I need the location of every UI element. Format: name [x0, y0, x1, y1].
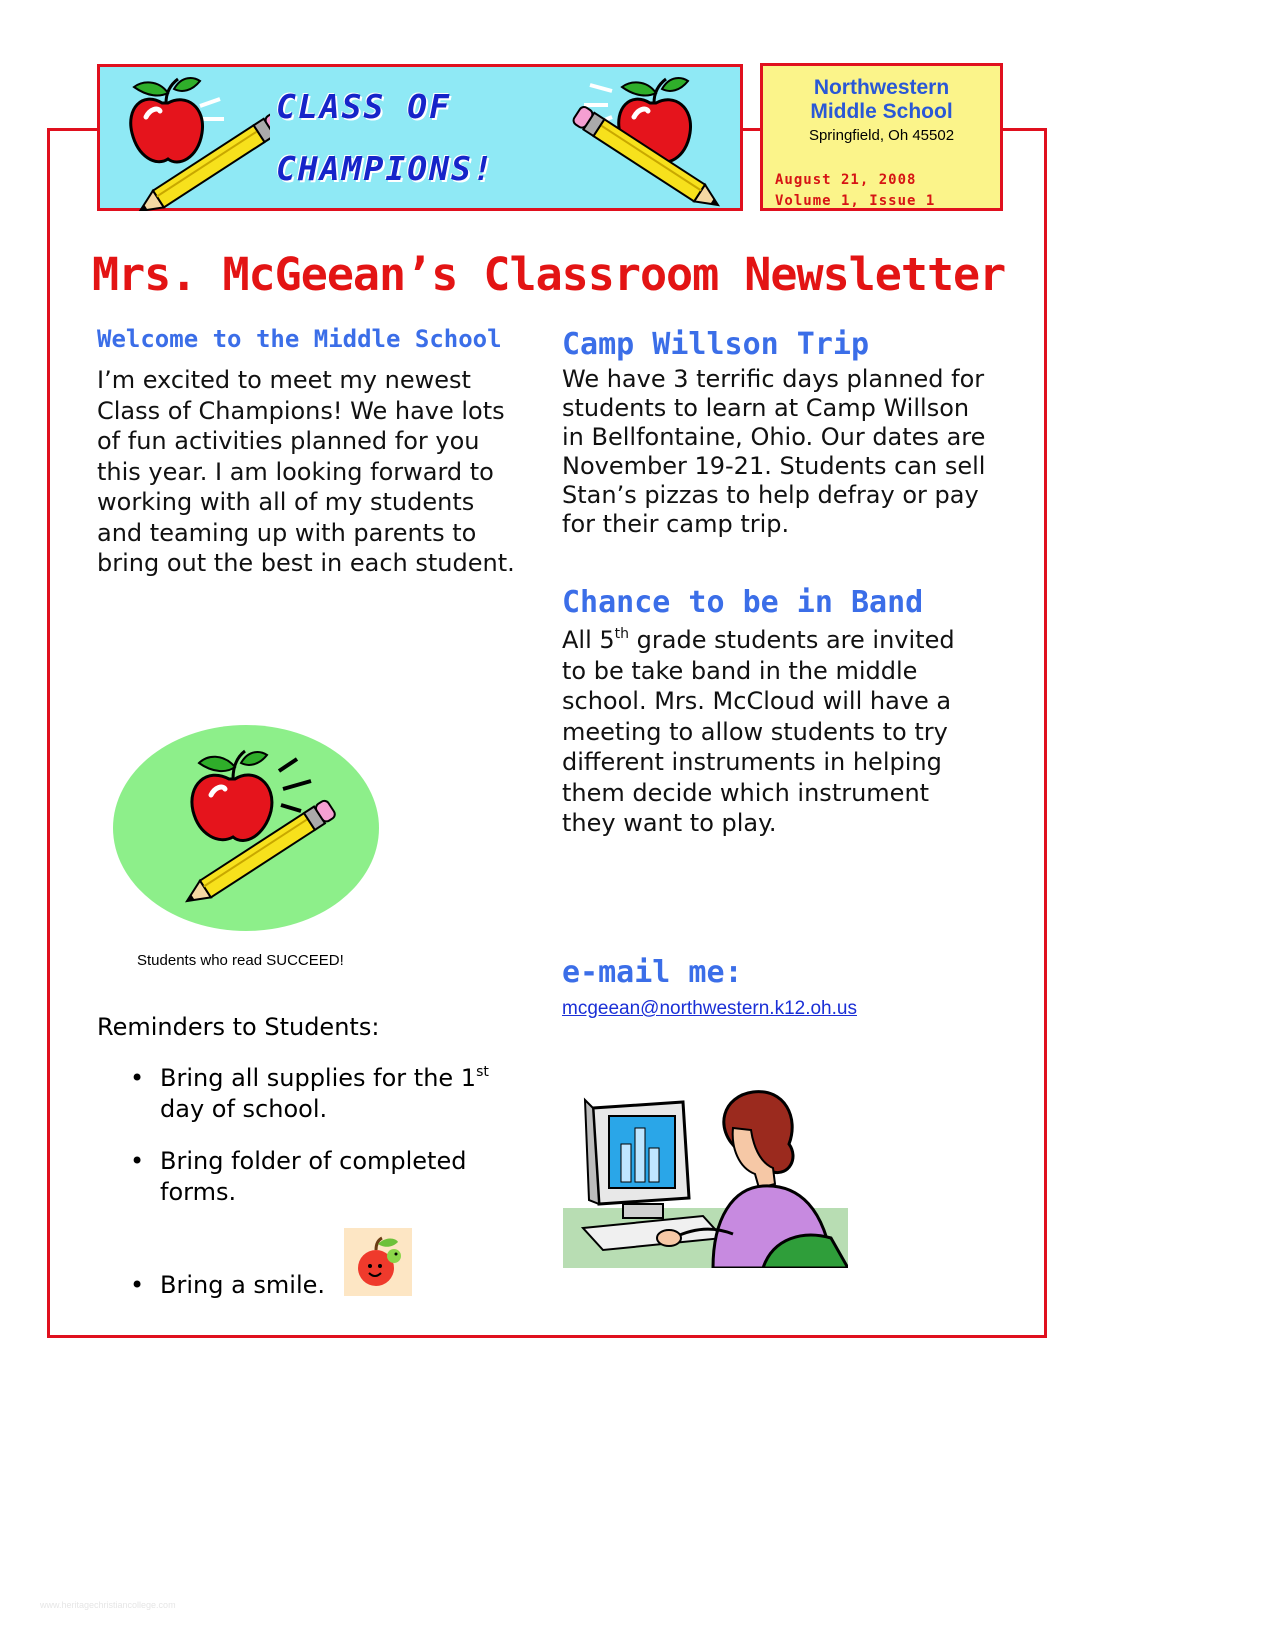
computer-user-clipart	[563, 1088, 848, 1268]
apple-pencil-icon	[120, 71, 270, 211]
watermark: www.heritagechristiancollege.com	[40, 1600, 176, 1610]
reminder-text-after: day of school.	[160, 1094, 328, 1123]
apple-pencil-icon	[568, 71, 728, 211]
school-name-line2: Middle School	[810, 100, 953, 123]
bullet: •	[130, 1064, 145, 1092]
welcome-body: I’m excited to meet my newest Class of Champions! We have lots of fun activities planned for you this year. I am looking forward to working with all of my students and teaming up with parents to bring out the best in each student.	[97, 366, 515, 577]
school-city: Springfield, Oh 45502	[808, 127, 955, 144]
banner	[97, 64, 743, 211]
reminder-text: Bring a smile.	[160, 1271, 326, 1299]
reminder-text: Bring folder of completed forms.	[160, 1147, 467, 1206]
school-name-line1: Northwestern	[813, 76, 950, 99]
newsletter-title: Mrs. McGeean’s Classroom Newsletter	[92, 248, 1006, 301]
email-heading: e-mail me:	[562, 955, 743, 990]
apple-pencil-clipart	[111, 723, 381, 933]
banner-title-line1: CLASS OF	[276, 87, 451, 126]
band-heading: Chance to be in Band	[562, 585, 924, 620]
bullet: •	[130, 1147, 145, 1175]
issue-date: August 21, 2008	[775, 172, 917, 188]
list-item	[130, 1146, 520, 1207]
band-body-sup: th	[614, 626, 630, 642]
reminders-title: Reminders to Students:	[97, 1013, 380, 1041]
band-body	[562, 625, 982, 839]
welcome-heading: Welcome to the Middle School	[97, 325, 502, 353]
image-caption: Students who read SUCCEED!	[137, 952, 344, 969]
smiling-apple-icon	[344, 1228, 412, 1296]
list-item	[130, 1270, 520, 1301]
band-body-prefix: All 5	[562, 626, 615, 654]
issue-volume: Volume 1, Issue 1	[775, 193, 936, 209]
list-item	[130, 1063, 520, 1124]
reminder-text: Bring all supplies for the 1	[160, 1064, 477, 1092]
band-body-rest: grade students are invited to be take band in the middle school. Mrs. McCloud will have a meeting to allow students to try different instruments in helping them decide which instrument they want to play.	[562, 626, 955, 837]
reminder-sup: st	[476, 1064, 489, 1080]
masthead-infobox	[760, 63, 1003, 211]
email-link[interactable]: mcgeean@northwestern.k12.oh.us	[562, 998, 857, 1019]
banner-title-line2: CHAMPIONS!	[276, 149, 495, 188]
reminder-list	[130, 1063, 520, 1303]
camp-heading: Camp Willson Trip	[562, 327, 870, 362]
bullet: •	[130, 1271, 145, 1299]
camp-body: We have 3 terrific days planned for students to learn at Camp Willson in Bellfontaine, Ohio. Our dates are November 19-21. Students can sell Stan’s pizzas to help defray or pay for their camp trip.	[562, 365, 986, 538]
